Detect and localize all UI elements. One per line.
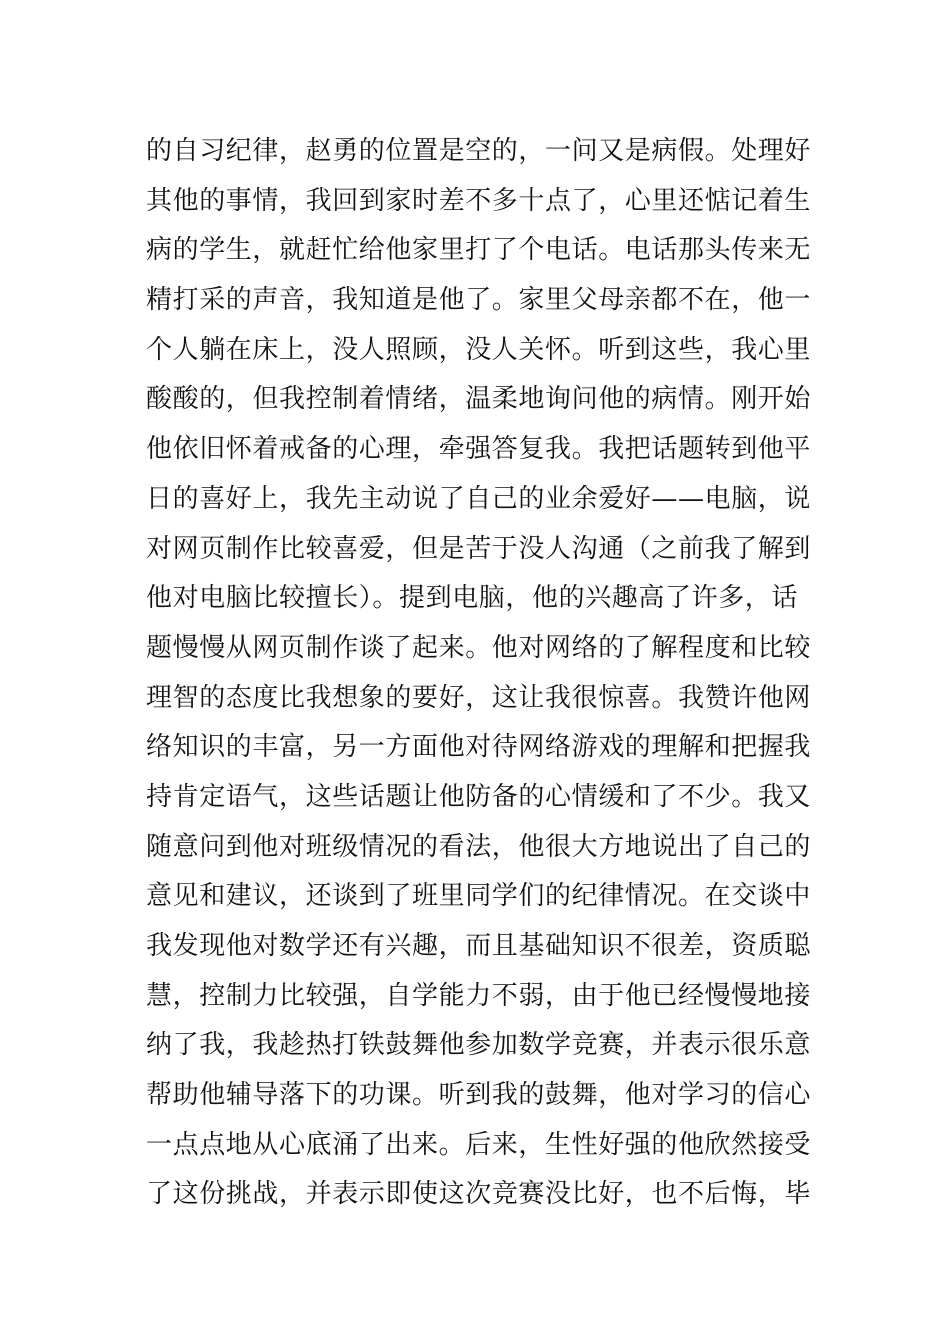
text-line: 酸酸的，但我控制着情绪，温柔地询问他的病情。刚开始	[146, 384, 812, 415]
text-line: 精打采的声音，我知道是他了。家里父母亲都不在，他一	[146, 285, 812, 316]
text-line: 了这份挑战，并表示即使这次竞赛没比好，也不后悔，毕	[146, 1179, 812, 1210]
text-line: 随意问到他对班级情况的看法，他很大方地说出了自己的	[146, 831, 812, 862]
text-line: 题慢慢从网页制作谈了起来。他对网络的了解程度和比较	[146, 632, 812, 663]
text-line: 个人躺在床上，没人照顾，没人关怀。听到这些，我心里	[146, 334, 812, 365]
text-line: 慧，控制力比较强，自学能力不弱，由于他已经慢慢地接	[146, 980, 812, 1011]
text-line: 的自习纪律，赵勇的位置是空的，一问又是病假。处理好	[146, 136, 812, 166]
text-line: 他依旧怀着戒备的心理，牵强答复我。我把话题转到他平	[146, 434, 812, 465]
text-line: 其他的事情，我回到家时差不多十点了，心里还惦记着生	[146, 185, 812, 216]
text-line: 络知识的丰富，另一方面他对待网络游戏的理解和把握我	[146, 732, 812, 763]
text-line: 意见和建议，还谈到了班里同学们的纪律情况。在交谈中	[146, 881, 812, 912]
text-line: 持肯定语气，这些话题让他防备的心情缓和了不少。我又	[146, 781, 812, 812]
text-line: 理智的态度比我想象的要好，这让我很惊喜。我赞许他网	[146, 682, 812, 713]
text-line: 对网页制作比较喜爱，但是苦于没人沟通（之前我了解到	[146, 533, 812, 564]
text-line: 日的喜好上，我先主动说了自己的业余爱好——电脑，说	[146, 483, 812, 514]
text-line: 我发现他对数学还有兴趣，而且基础知识不很差，资质聪	[146, 931, 812, 961]
body-text	[146, 127, 816, 1220]
text-line: 纳了我，我趁热打铁鼓舞他参加数学竞赛，并表示很乐意	[146, 1030, 812, 1061]
text-line: 病的学生，就赶忙给他家里打了个电话。电话那头传来无	[146, 235, 812, 266]
text-line: 帮助他辅导落下的功课。听到我的鼓舞，他对学习的信心	[146, 1080, 812, 1111]
text-line: 他对电脑比较擅长）。提到电脑，他的兴趣高了许多，话	[146, 583, 799, 614]
text-line: 一点点地从心底涌了出来。后来，生性好强的他欣然接受	[146, 1129, 812, 1160]
